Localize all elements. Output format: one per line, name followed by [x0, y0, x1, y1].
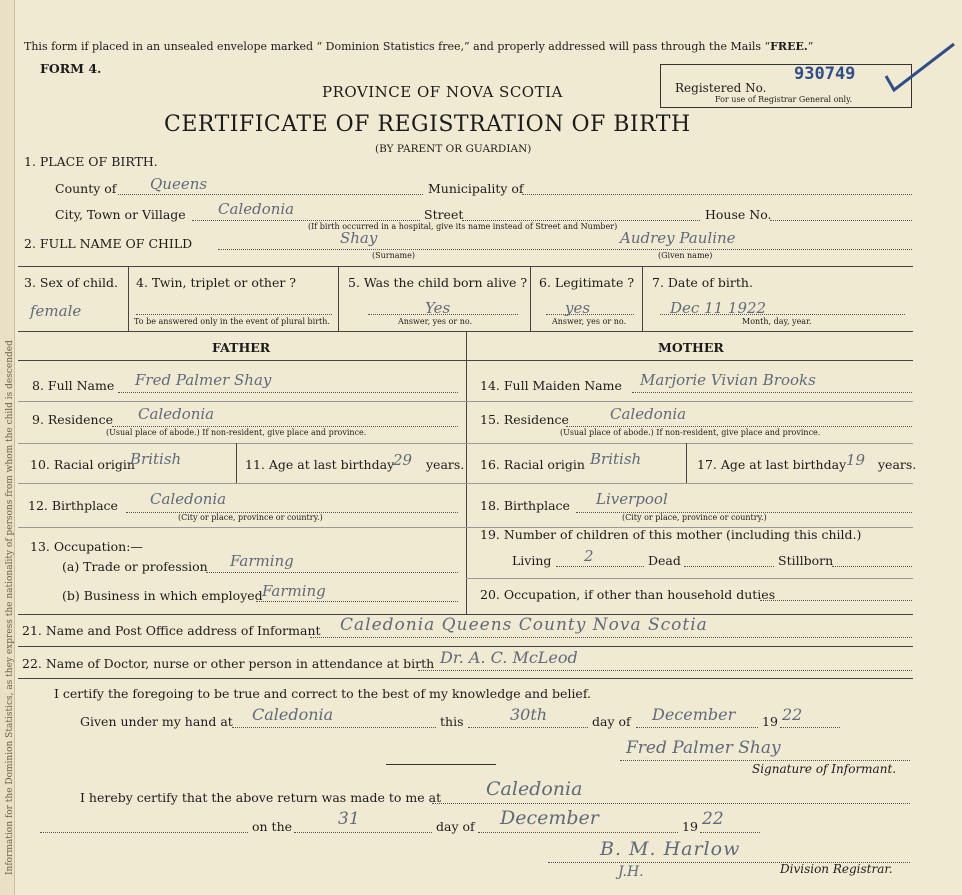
alive-line — [368, 314, 518, 315]
informant-line — [310, 637, 912, 638]
father-name-line — [118, 392, 458, 393]
father-residence-value: Caledonia — [138, 405, 215, 423]
mother-residence-value: Caledonia — [610, 405, 687, 423]
dob-line — [660, 314, 905, 315]
place-of-birth-heading: 1. PLACE OF BIRTH. — [24, 154, 158, 169]
surname-value: Shay — [340, 229, 378, 247]
alive-note: Answer, yes or no. — [398, 317, 473, 326]
twin-line — [136, 314, 332, 315]
mother-racial-value: British — [590, 450, 642, 468]
rule — [466, 578, 913, 579]
rule — [18, 266, 913, 267]
father-residence-line — [112, 426, 458, 427]
city-line — [192, 220, 420, 221]
rule — [466, 483, 913, 484]
registrar-caption: Division Registrar. — [780, 862, 893, 876]
municipality-label: Municipality of — [428, 181, 524, 196]
divider — [642, 266, 643, 331]
father-trade-line — [206, 572, 458, 573]
rule — [18, 443, 466, 444]
sex-value: female — [30, 302, 82, 320]
city-value: Caledonia — [218, 200, 295, 218]
center-divider — [466, 331, 467, 614]
rule — [18, 483, 466, 484]
doctor-label: 22. Name of Doctor, nurse or other person in attendance at birth — [22, 656, 435, 671]
check-mark-icon — [880, 38, 960, 98]
certificate-title: CERTIFICATE OF REGISTRATION OF BIRTH — [164, 112, 691, 137]
reg-year-value: 22 — [702, 809, 724, 829]
signature-caption: Signature of Informant. — [752, 762, 897, 776]
mother-birthplace-note: (City or place, province or country.) — [622, 513, 767, 522]
given-under-hand-label: Given under my hand at — [80, 714, 233, 729]
father-occupation-label: 13. Occupation:— — [30, 539, 143, 554]
street-line — [462, 220, 700, 221]
house-line — [770, 220, 912, 221]
divider — [128, 266, 129, 331]
father-business-label: (b) Business in which employed — [62, 588, 263, 603]
dob-label: 7. Date of birth. — [652, 275, 753, 290]
mother-years-label: years. — [878, 457, 917, 472]
mother-age-label: 17. Age at last birthday — [697, 457, 847, 472]
father-years-label: years. — [426, 457, 465, 472]
legitimate-value: yes — [565, 299, 591, 317]
day-line — [468, 727, 588, 728]
reg-year-line — [700, 832, 760, 833]
reg-month-line — [478, 832, 678, 833]
twin-note: To be answered only in the event of plural birth. — [134, 317, 330, 326]
father-business-line — [256, 601, 458, 602]
rule — [18, 401, 466, 402]
father-birthplace-value: Caledonia — [150, 490, 227, 508]
mother-occupation-label: 20. Occupation, if other than household duties — [480, 587, 776, 602]
rule — [18, 646, 913, 647]
postal-note: This form if placed in an unsealed envelope marked “ Dominion Statistics free,” and properly addressed will pass through the Mails “FREE.” — [24, 40, 814, 53]
this-label: this — [440, 714, 464, 729]
year-line — [780, 727, 840, 728]
legitimate-note: Answer, yes or no. — [552, 317, 627, 326]
on-the-label: on the — [252, 819, 293, 834]
left-margin-strip — [0, 0, 15, 895]
registrar-statement: I hereby certify that the above return was made to me at — [80, 790, 442, 805]
county-value: Queens — [150, 175, 208, 193]
informant-value: Caledonia Queens County Nova Scotia — [340, 615, 708, 635]
reg-day-value: 31 — [338, 809, 360, 829]
living-value: 2 — [584, 547, 594, 565]
surname-caption: (Surname) — [372, 251, 415, 260]
divider — [686, 443, 687, 483]
certify-statement: I certify the foregoing to be true and correct to the best of my knowledge and belief. — [54, 686, 591, 701]
informant-signature: Fred Palmer Shay — [626, 738, 781, 758]
alive-value: Yes — [425, 299, 451, 317]
mother-children-label: 19. Number of children of this mother (including this child.) — [480, 527, 862, 542]
divider — [236, 443, 237, 483]
year-prefix: 19 — [762, 714, 778, 729]
father-birthplace-note: (City or place, province or country.) — [178, 513, 323, 522]
full-name-label: 2. FULL NAME OF CHILD — [24, 236, 193, 251]
mother-racial-label: 16. Racial origin — [480, 457, 585, 472]
father-trade-value: Farming — [230, 552, 294, 570]
twin-label: 4. Twin, triplet or other ? — [136, 275, 296, 290]
year-value: 22 — [782, 705, 803, 724]
divider — [530, 266, 531, 331]
registered-number: 930749 — [794, 64, 856, 84]
legitimate-label: 6. Legitimate ? — [539, 275, 635, 290]
registrar-use-note: For use of Registrar General only. — [715, 95, 853, 104]
reg-month-value: December — [500, 807, 599, 829]
mother-name-value: Marjorie Vivian Brooks — [640, 371, 816, 389]
rule — [18, 678, 913, 679]
given-name-caption: (Given name) — [658, 251, 713, 260]
form-number: FORM 4. — [40, 61, 102, 76]
dob-note: Month, day, year. — [742, 317, 812, 326]
mother-heading: MOTHER — [658, 340, 724, 355]
father-age-value: 29 — [393, 451, 413, 469]
registrar-initials: J.H. — [618, 864, 644, 880]
father-racial-label: 10. Racial origin — [30, 457, 135, 472]
hospital-note: (If birth occurred in a hospital, give its name instead of Street and Number) — [308, 222, 618, 231]
dob-value: Dec 11 1922 — [670, 299, 767, 317]
doctor-value: Dr. A. C. McLeod — [440, 648, 578, 667]
living-line — [556, 566, 644, 567]
dead-line — [684, 566, 774, 567]
county-label: County of — [55, 181, 117, 196]
mother-name-line — [632, 392, 912, 393]
mother-residence-line — [566, 426, 912, 427]
registrar-blank-line — [40, 832, 248, 833]
father-age-label: 11. Age at last birthday — [245, 457, 395, 472]
month-line — [636, 727, 758, 728]
father-residence-label: 9. Residence — [32, 412, 113, 427]
month-value: December — [652, 705, 736, 724]
stillborn-label: Stillborn — [778, 553, 834, 568]
divider — [338, 266, 339, 331]
given-name-value: Audrey Pauline — [620, 229, 736, 247]
given-place-value: Caledonia — [252, 705, 334, 724]
father-name-label: 8. Full Name — [32, 378, 115, 393]
reg-day-line — [294, 832, 432, 833]
living-label: Living — [512, 553, 552, 568]
rule — [18, 527, 466, 528]
county-line — [118, 194, 423, 195]
father-trade-label: (a) Trade or profession — [62, 559, 208, 574]
city-label: City, Town or Village — [55, 207, 186, 222]
father-residence-note: (Usual place of abode.) If non-resident, give place and province. — [106, 428, 367, 437]
father-heading: FATHER — [212, 340, 271, 355]
stillborn-line — [832, 566, 912, 567]
registered-number-box — [660, 64, 912, 108]
given-place-line — [232, 727, 436, 728]
mother-age-value: 19 — [846, 451, 866, 469]
mother-residence-note: (Usual place of abode.) If non-resident, give place and province. — [560, 428, 821, 437]
dead-label: Dead — [648, 553, 681, 568]
alive-label: 5. Was the child born alive ? — [348, 275, 528, 290]
doctor-line — [418, 670, 912, 671]
registrar-place-value: Caledonia — [486, 778, 583, 800]
margin-edge-text: Information for the Dominion Statistics, as they express the nationality of persons from whom the child is descended — [5, 340, 15, 875]
house-label: House No. — [705, 207, 772, 222]
father-racial-value: British — [130, 450, 182, 468]
signature-line — [620, 760, 910, 761]
province-heading: PROVINCE OF NOVA SCOTIA — [322, 83, 563, 101]
rule — [466, 443, 913, 444]
mother-birthplace-label: 18. Birthplace — [480, 498, 570, 513]
day-value: 30th — [510, 705, 548, 724]
father-birthplace-label: 12. Birthplace — [28, 498, 118, 513]
registrar-signature: B. M. Harlow — [600, 838, 741, 860]
mother-name-label: 14. Full Maiden Name — [480, 378, 622, 393]
certificate-subtitle: (BY PARENT OR GUARDIAN) — [375, 143, 532, 155]
full-name-line — [218, 249, 912, 250]
registrar-place-line — [432, 803, 910, 804]
day-of-label: day of — [592, 714, 631, 729]
municipality-line — [522, 194, 912, 195]
mother-residence-label: 15. Residence — [480, 412, 569, 427]
reg-year-prefix: 19 — [682, 819, 698, 834]
rule — [466, 401, 913, 402]
legitimate-line — [546, 314, 634, 315]
father-name-value: Fred Palmer Shay — [135, 371, 272, 389]
sex-label: 3. Sex of child. — [24, 275, 119, 290]
mother-birthplace-value: Liverpool — [596, 490, 668, 508]
mother-occupation-line — [760, 600, 912, 601]
registered-label: Registered No. — [675, 81, 767, 95]
informant-label: 21. Name and Post Office address of Informant — [22, 623, 321, 638]
father-business-value: Farming — [262, 582, 326, 600]
separator-line — [386, 764, 496, 765]
street-label: Street — [424, 207, 464, 222]
reg-day-of-label: day of — [436, 819, 475, 834]
